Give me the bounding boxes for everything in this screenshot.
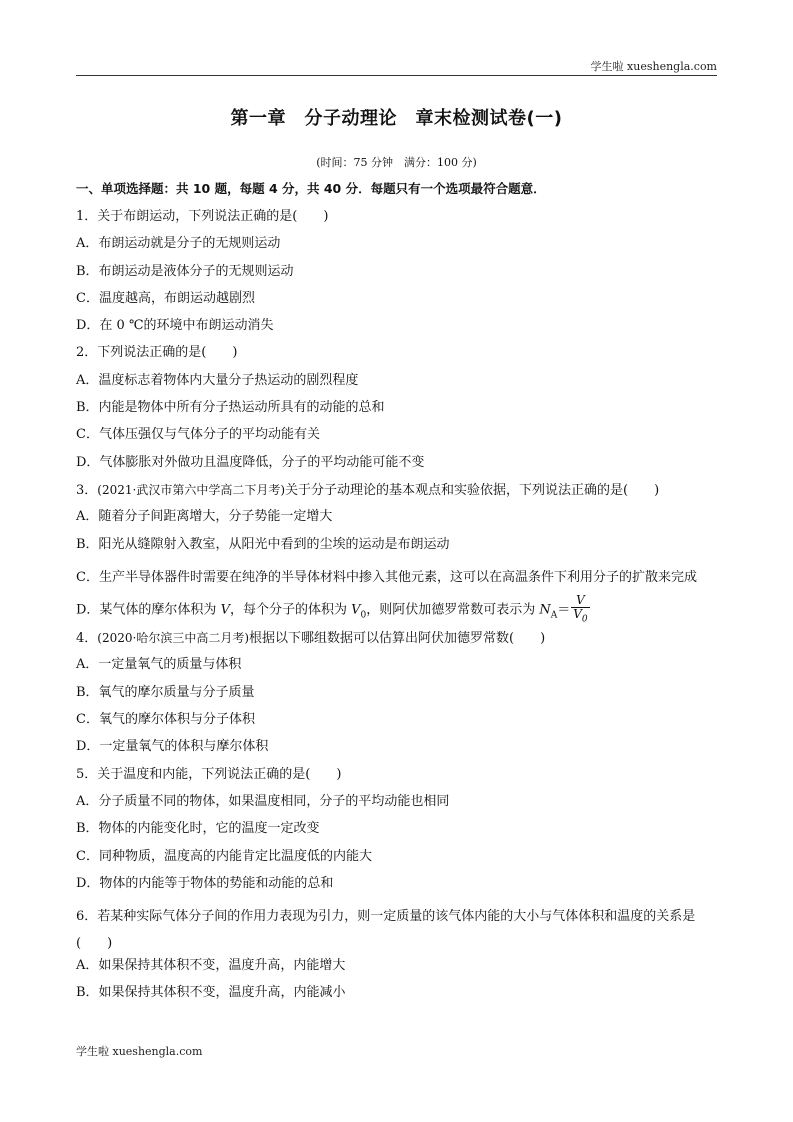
question-5-stem: 5．关于温度和内能，下列说法正确的是( ) xyxy=(76,766,342,782)
option-d-sub-0: 0 xyxy=(360,610,367,621)
question-4-source: (2020·哈尔滨三中高二月考) xyxy=(97,631,249,646)
option-d-equals: ＝ xyxy=(557,602,571,618)
question-4-option-b: B．氧气的摩尔质量与分子质量 xyxy=(76,684,255,700)
question-4-option-c: C．氧气的摩尔体积与分子体积 xyxy=(76,712,255,728)
question-2-stem: 2．下列说法正确的是( ) xyxy=(76,345,238,361)
fraction-denominator xyxy=(571,608,589,626)
fraction-v-over-v0 xyxy=(571,594,589,626)
fraction-numerator: V xyxy=(571,594,589,608)
question-5-option-d: D．物体的内能等于物体的势能和动能的总和 xyxy=(76,875,334,891)
question-3-stem xyxy=(76,482,721,509)
question-6-option-a: A．如果保持其体积不变，温度升高，内能增大 xyxy=(76,957,346,973)
fraction-den-var: V xyxy=(573,607,582,622)
section-heading: 一、单项选择题：共 10 题，每题 4 分，共 40 分．每题只有一个选项最符合题意． xyxy=(76,181,546,196)
question-1-stem: 1．关于布朗运动，下列说法正确的是( ) xyxy=(76,209,329,224)
question-2-option-d: D．气体膨胀对外做功且温度降低，分子的平均动能可能不变 xyxy=(76,454,425,470)
option-d-mid: ，每个分子的体积为 xyxy=(229,602,352,618)
question-3-option-a: A．随着分子间距离增大，分子势能一定增大 xyxy=(76,509,333,525)
footer-brand: 学生啦 xueshengla.com xyxy=(76,1045,203,1058)
option-d-prefix: D．某气体的摩尔体积为 xyxy=(76,602,221,618)
question-4-option-d: D．一定量氧气的体积与摩尔体积 xyxy=(76,739,269,755)
question-3-source: (2021·武汉市第六中学高二下月考) xyxy=(97,482,285,497)
question-3-number: 3． xyxy=(76,482,98,498)
question-6-stem: 6．若某种实际气体分子间的作用力表现为引力，则一定质量的该气体内能的大小与气体体积和温度的关系是( ) xyxy=(76,909,696,952)
question-4-number: 4． xyxy=(76,631,98,647)
question-1-option-d: D．在 0 ℃的环境中布朗运动消失 xyxy=(76,318,274,334)
question-4-text: 根据以下哪组数据可以估算出阿伏加德罗常数( ) xyxy=(249,631,546,647)
question-3-option-b: B．阳光从缝隙射入教室，从阳光中看到的尘埃的运动是布朗运动 xyxy=(76,536,450,552)
header-rule xyxy=(76,75,717,76)
question-2-option-b: B．内能是物体中所有分子热运动所具有的动能的总和 xyxy=(76,400,385,416)
question-1-option-a: A．布朗运动就是分子的无规则运动 xyxy=(76,236,281,252)
question-1-option-c: C．温度越高，布朗运动越剧烈 xyxy=(76,290,255,306)
page-title: 第一章 分子动理论 章末检测试卷(一) xyxy=(230,108,563,129)
question-5-option-b: B．物体的内能变化时，它的温度一定改变 xyxy=(76,821,320,837)
question-3-option-d xyxy=(76,591,721,630)
question-4-stem xyxy=(76,630,721,657)
question-2-option-c: C．气体压强仅与气体分子的平均动能有关 xyxy=(76,427,320,443)
question-1-option-b: B．布朗运动是液体分子的无规则运动 xyxy=(76,263,294,279)
option-d-var-v0: V xyxy=(351,602,361,618)
option-d-var-v: V xyxy=(220,602,230,618)
question-4-option-a: A．一定量氧气的质量与体积 xyxy=(76,657,242,673)
question-5-option-c: C．同种物质，温度高的内能肯定比温度低的内能大 xyxy=(76,848,372,864)
option-d-var-n: N xyxy=(539,602,551,618)
question-6-option-b: B．如果保持其体积不变，温度升高，内能减小 xyxy=(76,985,346,1001)
option-d-sub-a: A xyxy=(550,610,558,621)
exam-content xyxy=(76,182,721,1012)
exam-info: (时间：75 分钟 满分：100 分) xyxy=(316,156,477,169)
option-d-suffix: ，则阿伏加德罗常数可表示为 xyxy=(366,602,540,618)
question-5-option-a: A．分子质量不同的物体，如果温度相同，分子的平均动能也相同 xyxy=(76,793,450,809)
question-3-option-c: C．生产半导体器件时需要在纯净的半导体材料中掺入其他元素，这可以在高温条件下利用分子的扩散来完成 xyxy=(76,569,697,585)
question-2-option-a: A．温度标志着物体内大量分子热运动的剧烈程度 xyxy=(76,372,359,388)
question-3-text: 关于分子动理论的基本观点和实验依据，下列说法正确的是( ) xyxy=(285,482,660,498)
fraction-den-sub: 0 xyxy=(581,614,588,625)
header-brand: 学生啦 xueshengla.com xyxy=(590,60,717,73)
